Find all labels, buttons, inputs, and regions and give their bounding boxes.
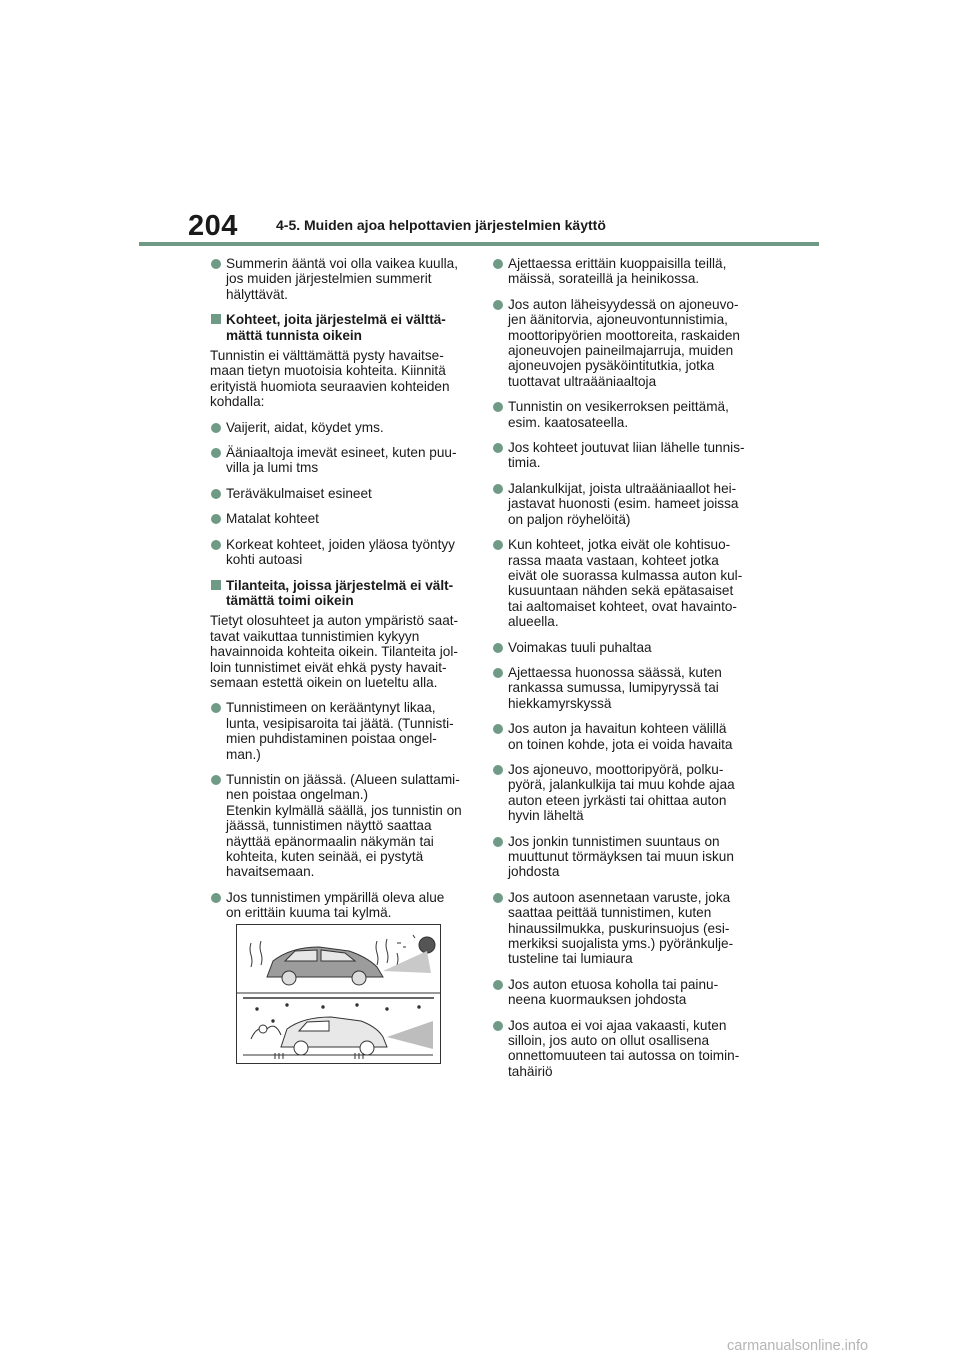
bullet-icon — [211, 703, 221, 713]
bullet-icon — [493, 724, 503, 734]
bullet-icon — [211, 489, 221, 499]
bullet-icon — [493, 484, 503, 494]
bullet-icon — [211, 514, 221, 524]
paragraph: Tunnistin ei välttämättä pysty havaitse- maan tietyn muotoisia kohteita. Kiinnitä erityistä huomiota seuraavien kohteiden kohdalla: — [210, 348, 450, 410]
list-item-text: Tunnistimeen on kerääntynyt likaa, lunta, vesipisaroita tai jäätä. (Tunnisti- mien puhdistaminen poistaa ongel- man.) — [226, 700, 454, 762]
list-item-text: Tunnistin on jäässä. (Alueen sulattami- nen poistaa ongelman.) Etenkin kylmällä säällä, jos tunnistin on jäässä, tunnistimen näyttö saattaa näyttää epänormaalin näkymän tai kohteita, kuten seinää, ei pystytä havaitsemaan. — [226, 771, 462, 880]
list-item-text: Jos autoa ei voi ajaa vakaasti, kuten silloin, jos auto on ollut osallisena onnettomuuteen tai autossa on toimin- tahäiriö — [508, 1017, 740, 1079]
left-column — [210, 256, 468, 931]
paragraph: Tietyt olosuhteet ja auton ympäristö saat- tavat vaikuttaa tunnistimien kykyyn havainnoida kohteita oikein. Tilanteita jol- loin tunnistimet eivät ehkä pysty havait- semaan estettä oikein on lueteltu alla. — [210, 613, 459, 690]
list-item-text: Tunnistin on vesikerroksen peittämä, esim. kaatosateella. — [508, 399, 729, 430]
heat-wave-icon — [386, 939, 388, 963]
subsection-heading-text: Tilanteita, joissa järjestelmä ei vält- tämättä toimi oikein — [226, 577, 454, 608]
list-item — [492, 721, 750, 752]
list-item-text: Jos auton läheisyydessä on ajoneuvo- jen äänitorvia, ajoneuvontunnistimia, moottoripyörien moottoreita, raskaiden ajoneuvojen paineilmajarruja, muiden ajoneuvojen pysäköintitutkia, jotka tuottavat ultraääniaaltoja — [508, 296, 740, 389]
list-item — [492, 481, 750, 527]
bullet-icon — [211, 893, 221, 903]
list-item — [210, 537, 468, 568]
bullet-icon — [493, 980, 503, 990]
subsection-heading — [210, 578, 468, 609]
snow-mark-icon — [275, 1053, 283, 1059]
spark-icon — [397, 935, 415, 947]
list-item — [210, 700, 468, 762]
list-item-text: Jos ajoneuvo, moottoripyörä, polku- pyörä, jalankulkija tai muu kohde ajaa auton eteen jyrkästi tai ohittaa auton hyvin läheltä — [508, 761, 735, 824]
list-item — [210, 772, 468, 880]
list-item — [210, 256, 468, 302]
snow-mark-icon — [355, 1053, 363, 1059]
sun-icon — [419, 937, 435, 953]
list-item — [492, 834, 750, 880]
list-item — [492, 537, 750, 629]
list-item-text: Jalankulkijat, joista ultraääniaallot hei- jastavat huonosti (esim. hameet joissa on paljon röyhelöitä) — [508, 480, 739, 527]
bullet-icon — [493, 643, 503, 653]
bullet-icon — [493, 668, 503, 678]
list-item — [492, 640, 750, 655]
list-item — [492, 399, 750, 430]
wheel-icon — [294, 1041, 308, 1055]
list-item — [492, 1018, 750, 1080]
square-marker-icon — [211, 580, 221, 590]
page-number: 204 — [188, 210, 238, 242]
bullet-icon — [211, 259, 221, 269]
bullet-icon — [493, 300, 503, 310]
list-item-text: Voimakas tuuli puhaltaa — [508, 639, 652, 655]
heat-wave-icon — [376, 941, 378, 965]
list-item-text: Ajettaessa huonossa säässä, kuten rankassa sumussa, lumipyryssä tai hiekkamyrskyssä — [508, 664, 722, 711]
list-item-text: Vaijerit, aidat, köydet yms. — [226, 419, 384, 435]
subsection-heading — [210, 312, 468, 343]
snow-scene — [243, 1004, 433, 1059]
list-item-text: Jos auton ja havaitun kohteen välillä on toinen kohde, jota ei voida havaita — [508, 721, 733, 752]
list-item-text: Korkeat kohteet, joiden yläosa työntyy kohti autoasi — [226, 536, 455, 568]
bullet-icon — [211, 775, 221, 785]
bullet-icon — [493, 259, 503, 269]
wheel-icon — [360, 1041, 374, 1055]
person-icon — [259, 1025, 267, 1033]
heat-wave-icon — [250, 943, 252, 967]
bullet-icon — [493, 893, 503, 903]
square-marker-icon — [211, 314, 221, 324]
list-item — [492, 665, 750, 711]
list-item — [492, 297, 750, 389]
bullet-icon — [493, 1021, 503, 1031]
sensor-conditions-illustration — [236, 924, 441, 1064]
list-item-text: Kun kohteet, jotka eivät ole kohtisuo- rassa maata vastaan, kohteet jotka eivät ole suorassa kulmassa auton kul- kusuuntaan nähden sekä epätasaiset tai aaltomaiset kohteet, ovat havainto- alueella. — [508, 537, 743, 630]
illustration-svg — [237, 925, 440, 1063]
heat-wave-icon — [260, 941, 262, 965]
wheel-icon — [352, 971, 366, 985]
bullet-icon — [493, 402, 503, 412]
bullet-icon — [211, 540, 221, 550]
bullet-icon — [493, 765, 503, 775]
section-title: 4-5. Muiden ajoa helpottavien järjestelmien käyttö — [276, 217, 606, 233]
list-item-text: Jos autoon asennetaan varuste, joka saattaa peittää tunnistimen, kuten hinaussilmukka, puskurinsuojus (esi- merkiksi suojalista yms.) pyöränkulje- tusteline tai lumiaura — [508, 889, 734, 967]
hot-weather-scene — [250, 935, 435, 985]
header-rule — [139, 242, 819, 246]
sensor-wave-icon — [383, 951, 431, 973]
list-item — [492, 890, 750, 967]
watermark: carmanualsonline.info — [727, 1338, 869, 1354]
list-item — [210, 511, 468, 526]
heat-wave-icon — [397, 953, 398, 965]
bullet-icon — [211, 423, 221, 433]
list-item — [492, 440, 750, 471]
list-item-text: Jos auton etuosa koholla tai painu- neena kuormauksen johdosta — [508, 976, 719, 1008]
subsection-heading-text: Kohteet, joita järjestelmä ei välttä- mättä tunnista oikein — [226, 312, 446, 343]
right-column — [492, 256, 750, 1089]
list-item-text: Matalat kohteet — [226, 511, 319, 527]
bullet-icon — [211, 448, 221, 458]
sensor-wave-icon — [387, 1021, 433, 1049]
list-item-text: Teräväkulmaiset esineet — [226, 485, 372, 501]
bullet-icon — [493, 540, 503, 550]
list-item-text: Summerin ääntä voi olla vaikea kuulla, jos muiden järjestelmien summerit hälyttävät. — [226, 256, 458, 302]
bullet-icon — [493, 443, 503, 453]
list-item-text: Jos jonkin tunnistimen suuntaus on muuttunut törmäyksen tai muun iskun johdosta — [508, 833, 734, 880]
list-item — [210, 890, 468, 921]
list-item-text: Jos tunnistimen ympärillä oleva alue on erittäin kuuma tai kylmä. — [226, 889, 445, 921]
list-item — [492, 256, 750, 287]
list-item-text: Ääniaaltoja imevät esineet, kuten puu- villa ja lumi tms — [226, 445, 457, 476]
wheel-icon — [282, 971, 296, 985]
bullet-icon — [493, 837, 503, 847]
list-item-text: Jos kohteet joutuvat liian lähelle tunnis- timia. — [508, 440, 745, 471]
list-item — [210, 420, 468, 435]
list-item-text: Ajettaessa erittäin kuoppaisilla teillä, mäissä, sorateillä ja heinikossa. — [508, 256, 727, 287]
list-item — [492, 762, 750, 824]
list-item — [492, 977, 750, 1008]
list-item — [210, 445, 468, 476]
list-item — [210, 486, 468, 501]
